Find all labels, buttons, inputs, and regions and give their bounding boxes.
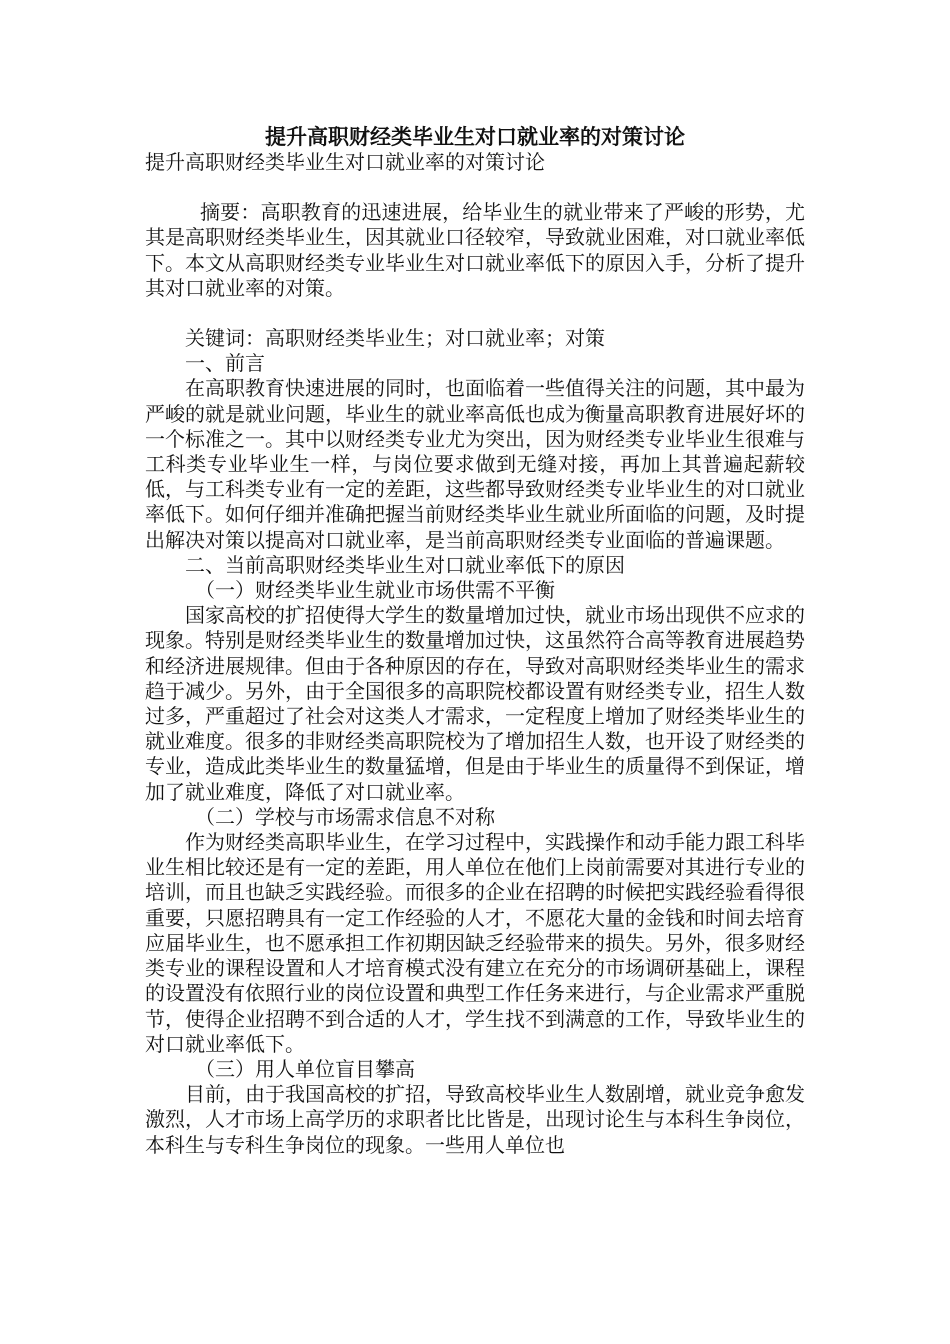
subsection-1-paragraph: 国家高校的扩招使得大学生的数量增加过快，就业市场出现供不应求的现象。特别是财经类毕业生的数量增加过快，这虽然符合高等教育进展趋势和经济进展规律。但由于各种原因的存在，导致对高职财经类毕业生的需求趋于减少。另外，由于全国很多的高职院校都设置有财经类专业，招生人数过多，严重超过了社会对这类人才需求，一定程度上增加了财经类毕业生的就业难度。很多的非财经类高职院校为了增加招生人数，也开设了财经类的专业，造成此类毕业生的数量猛增，但是由于毕业生的质量得不到保证，增加了就业难度，降低了对口就业率。 bbox=[145, 603, 805, 804]
subsection-3-paragraph: 目前，由于我国高校的扩招，导致高校毕业生人数剧增，就业竞争愈发激烈，人才市场上高学历的求职者比比皆是，出现讨论生与本科生争岗位，本科生与专科生争岗位的现象。一些用人单位也 bbox=[145, 1082, 805, 1157]
keywords-line: 关键词：高职财经类毕业生；对口就业率；对策 bbox=[185, 326, 605, 351]
subsection-heading-2: （二）学校与市场需求信息不对称 bbox=[195, 804, 495, 829]
abstract-paragraph: 摘要：高职教育的迅速进展，给毕业生的就业带来了严峻的形势，尤其是高职财经类毕业生，因其就业口径较窄，导致就业困难，对口就业率低下。本文从高职财经类专业毕业生对口就业率低下的原因入手，分析了提升其对口就业率的对策。 bbox=[145, 200, 805, 300]
section-heading-causes: 二、当前高职财经类毕业生对口就业率低下的原因 bbox=[185, 552, 625, 577]
section-heading-intro: 一、前言 bbox=[185, 351, 265, 376]
intro-paragraph: 在高职教育快速进展的同时，也面临着一些值得关注的问题，其中最为严峻的就是就业问题，毕业生的就业率高低也成为衡量高职教育进展好坏的一个标准之一。其中以财经类专业尤为突出，因为财经类专业毕业生很难与工科类专业毕业生一样，与岗位要求做到无缝对接，再加上其普遍起薪较低，与工科类专业有一定的差距，这些都导致财经类专业毕业生的对口就业率低下。如何仔细并准确把握当前财经类毕业生就业所面临的问题，及时提出解决对策以提高对口就业率，是当前高职财经类专业面临的普遍课题。 bbox=[145, 376, 805, 552]
document-body bbox=[145, 150, 805, 1158]
subsection-heading-3: （三）用人单位盲目攀高 bbox=[195, 1056, 415, 1081]
subsection-2-paragraph: 作为财经类高职毕业生，在学习过程中，实践操作和动手能力跟工科毕业生相比较还是有一定的差距，用人单位在他们上岗前需要对其进行专业的培训，而且也缺乏实践经验。而很多的企业在招聘的时候把实践经验看得很重要，只愿招聘具有一定工作经验的人才，不愿花大量的金钱和时间去培育应届毕业生，也不愿承担工作初期因缺乏经验带来的损失。另外，很多财经类专业的课程设置和人才培育模式没有建立在充分的市场调研基础上，课程的设置没有依照行业的岗位设置和典型工作任务来进行，与企业需求严重脱节，使得企业招聘不到合适的人才，学生找不到满意的工作，导致毕业生的对口就业率低下。 bbox=[145, 830, 805, 1056]
document-subtitle: 提升高职财经类毕业生对口就业率的对策讨论 bbox=[145, 150, 545, 174]
document-title: 提升高职财经类毕业生对口就业率的对策讨论 bbox=[265, 124, 685, 149]
subsection-heading-1: （一）财经类毕业生就业市场供需不平衡 bbox=[195, 578, 555, 603]
